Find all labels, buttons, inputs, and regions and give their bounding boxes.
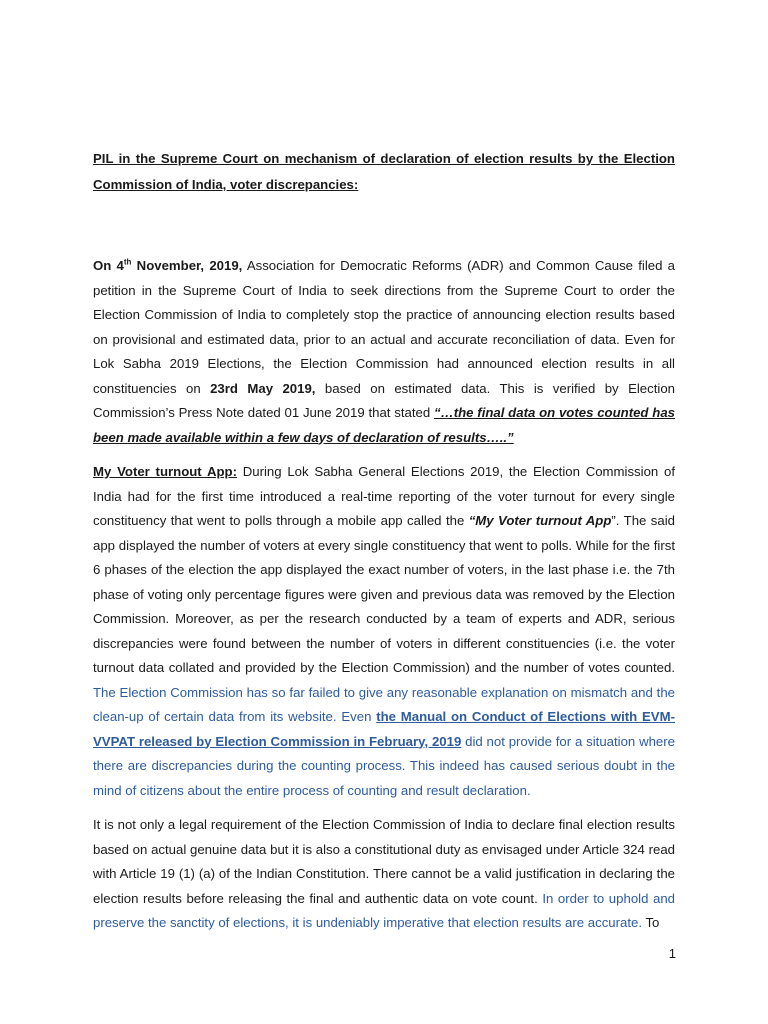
manual-reference-link[interactable]: the Manual on Conduct of Elections with EVM-VVPAT released by Election Commission in February, 2019 [93,709,675,749]
document-body [93,146,675,946]
highlighted-text: In order to uphold and preserve the sanctity of elections, it is undeniably imperative that election results are accurate. [93,890,675,930]
section-lead-voter-turnout-app: My Voter turnout App: [93,464,237,479]
highlighted-text: The Election Commission has so far failed to give any reasonable explanation on mismatch and the clean-up of certain data from its website. Even [93,684,675,724]
document-title: PIL in the Supreme Court on mechanism of declaration of election results by the Election Commission of India, voter discrepancies: [93,151,675,192]
press-note-quote: “…the final data on votes counted has been made available within a few days of declaration of results…..” [93,405,675,445]
highlighted-text: did not provide for a situation where there are discrepancies during the counting process. This indeed has caused serious doubt in the mind of citizens about the entire process of counting and result declaration. [93,733,675,798]
app-name: “My Voter turnout App [468,513,612,528]
filing-date: On 4th November, 2019, [93,257,243,273]
result-date: 23rd May 2019, [210,380,316,396]
page-number: 1 [668,946,676,961]
paragraph-legal-requirement: It is not only a legal requirement of the Election Commission of India to declare final election results based on actual genuine data but it is also a constitutional duty as envisaged under Article 324 read with Article 19 (1) (a) of the Indian Constitution. There cannot be a valid justification in declaring the election results before releasing the final and authentic data on vote count. In order to uphold and preserve the sanctity of elections, it is undeniably imperative that election results are accurate. To [93,817,675,930]
paragraph-petition: On 4th November, 2019, Association for Democratic Reforms (ADR) and Common Cause filed a petition in the Supreme Court of India to seek directions from the Supreme Court to order the Election Commission of India to completely stop the practice of announcing election results based on provisional and estimated data, prior to an actual and accurate reconciliation of data. Even for Lok Sabha 2019 Elections, the Election Commission had announced election results in all constituencies on 23rd May 2019, based on estimated data. This is verified by Election Commission’s Press Note dated 01 June 2019 that stated “…the final data on votes counted has been made available within a few days of declaration of results…..” [93,257,675,445]
paragraph-voter-turnout-app: My Voter turnout App: During Lok Sabha General Elections 2019, the Election Commission of India had for the first time introduced a real-time reporting of the voter turnout for every single constituency that went to polls through a mobile app called the “My Voter turnout App”. The said app displayed the number of voters at every single constituency that went to polls. While for the first 6 phases of the election the app displayed the exact number of voters, in the last phase i.e. the 7th phase of voting only percentage figures were given and previous data was removed by the Election Commission. Moreover, as per the research conducted by a team of experts and ADR, serious discrepancies were found between the number of voters in different constituencies (i.e. the voter turnout data collated and provided by the Election Commission) and the number of votes counted. The Election Commission has so far failed to give any reasonable explanation on mismatch and the clean-up of certain data from its website. Even the Manual on Conduct of Elections with EVM-VVPAT released by Election Commission in February, 2019 did not provide for a situation where there are discrepancies during the counting process. This indeed has caused serious doubt in the mind of citizens about the entire process of counting and result declaration. [93,464,675,798]
